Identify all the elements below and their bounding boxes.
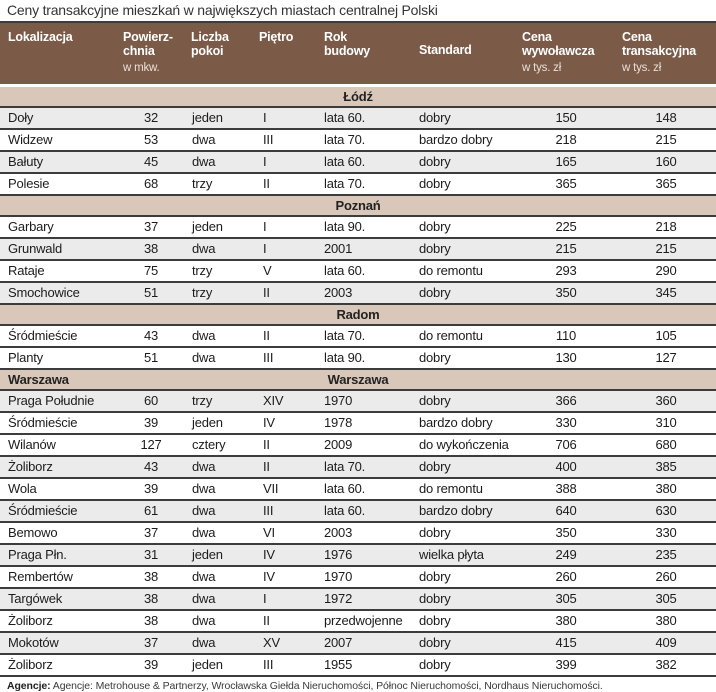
cell-cena_wywolawcza: 399 bbox=[516, 654, 616, 676]
cell-cena_transakcyjna: 360 bbox=[616, 390, 716, 412]
column-header-pokoje bbox=[185, 22, 253, 86]
cell-rok: lata 60. bbox=[318, 500, 413, 522]
cell-lokalizacja: Wilanów bbox=[0, 434, 117, 456]
cell-cena_wywolawcza: 260 bbox=[516, 566, 616, 588]
column-header-standard bbox=[413, 22, 516, 86]
cell-rok: 2001 bbox=[318, 238, 413, 260]
cell-lokalizacja: Mokotów bbox=[0, 632, 117, 654]
column-header-rok bbox=[318, 22, 413, 86]
cell-pokoje: dwa bbox=[185, 151, 253, 173]
cell-lokalizacja: Żoliborz bbox=[0, 456, 117, 478]
cell-cena_wywolawcza: 293 bbox=[516, 260, 616, 282]
table-row bbox=[0, 478, 716, 500]
cell-rok: 1955 bbox=[318, 654, 413, 676]
table-row bbox=[0, 632, 716, 654]
cell-cena_transakcyjna: 380 bbox=[616, 478, 716, 500]
cell-cena_transakcyjna: 330 bbox=[616, 522, 716, 544]
cell-lokalizacja: Wola bbox=[0, 478, 117, 500]
cell-rok: lata 60. bbox=[318, 478, 413, 500]
table-row bbox=[0, 216, 716, 238]
cell-pietro: II bbox=[253, 434, 318, 456]
cell-lokalizacja: Planty bbox=[0, 347, 117, 369]
column-label: Standard bbox=[419, 43, 472, 57]
table-row bbox=[0, 412, 716, 434]
cell-lokalizacja: Żoliborz bbox=[0, 610, 117, 632]
cell-pietro: II bbox=[253, 456, 318, 478]
table-row bbox=[0, 566, 716, 588]
cell-powierzchnia: 68 bbox=[117, 173, 185, 195]
cell-pokoje: trzy bbox=[185, 260, 253, 282]
cell-standard: do remontu bbox=[413, 478, 516, 500]
cell-cena_transakcyjna: 365 bbox=[616, 173, 716, 195]
cell-cena_wywolawcza: 215 bbox=[516, 238, 616, 260]
cell-cena_transakcyjna: 215 bbox=[616, 129, 716, 151]
cell-rok: 1970 bbox=[318, 390, 413, 412]
apartments-table bbox=[0, 21, 716, 677]
cell-pokoje: cztery bbox=[185, 434, 253, 456]
cell-pietro: II bbox=[253, 173, 318, 195]
cell-cena_transakcyjna: 235 bbox=[616, 544, 716, 566]
cell-pietro: I bbox=[253, 151, 318, 173]
cell-pokoje: dwa bbox=[185, 522, 253, 544]
cell-standard: wielka płyta bbox=[413, 544, 516, 566]
cell-lokalizacja: Doły bbox=[0, 107, 117, 129]
section-row-3 bbox=[0, 304, 716, 325]
cell-powierzchnia: 53 bbox=[117, 129, 185, 151]
cell-powierzchnia: 37 bbox=[117, 216, 185, 238]
column-label: Liczba pokoi bbox=[191, 30, 229, 58]
column-label: Piętro bbox=[259, 30, 294, 44]
cell-lokalizacja: Widzew bbox=[0, 129, 117, 151]
cell-standard: dobry bbox=[413, 216, 516, 238]
cell-cena_wywolawcza: 400 bbox=[516, 456, 616, 478]
cell-pokoje: dwa bbox=[185, 129, 253, 151]
cell-cena_transakcyjna: 680 bbox=[616, 434, 716, 456]
cell-pietro: III bbox=[253, 129, 318, 151]
section-name: Warszawa bbox=[327, 372, 389, 387]
cell-pietro: VII bbox=[253, 478, 318, 500]
cell-standard: dobry bbox=[413, 151, 516, 173]
cell-standard: dobry bbox=[413, 522, 516, 544]
cell-cena_transakcyjna: 105 bbox=[616, 325, 716, 347]
cell-pietro: IV bbox=[253, 412, 318, 434]
cell-cena_transakcyjna: 160 bbox=[616, 151, 716, 173]
cell-pokoje: dwa bbox=[185, 632, 253, 654]
cell-powierzchnia: 43 bbox=[117, 325, 185, 347]
table-row bbox=[0, 522, 716, 544]
cell-pietro: V bbox=[253, 260, 318, 282]
cell-pokoje: jeden bbox=[185, 412, 253, 434]
cell-pietro: I bbox=[253, 107, 318, 129]
table-row bbox=[0, 610, 716, 632]
cell-powierzchnia: 51 bbox=[117, 347, 185, 369]
cell-cena_wywolawcza: 640 bbox=[516, 500, 616, 522]
table-row bbox=[0, 238, 716, 260]
cell-standard: dobry bbox=[413, 390, 516, 412]
cell-cena_transakcyjna: 385 bbox=[616, 456, 716, 478]
table-row bbox=[0, 173, 716, 195]
cell-rok: przedwojenne bbox=[318, 610, 413, 632]
table-row bbox=[0, 282, 716, 304]
cell-standard: dobry bbox=[413, 654, 516, 676]
column-header-lokalizacja bbox=[0, 22, 117, 86]
cell-pokoje: trzy bbox=[185, 282, 253, 304]
cell-standard: do remontu bbox=[413, 260, 516, 282]
cell-pietro: I bbox=[253, 216, 318, 238]
cell-rok: 1976 bbox=[318, 544, 413, 566]
cell-pietro: IV bbox=[253, 566, 318, 588]
cell-pokoje: dwa bbox=[185, 456, 253, 478]
cell-pokoje: dwa bbox=[185, 238, 253, 260]
cell-rok: lata 60. bbox=[318, 107, 413, 129]
cell-powierzchnia: 127 bbox=[117, 434, 185, 456]
cell-lokalizacja: Praga Płn. bbox=[0, 544, 117, 566]
cell-pokoje: dwa bbox=[185, 325, 253, 347]
cell-lokalizacja: Praga Południe bbox=[0, 390, 117, 412]
cell-pietro: VI bbox=[253, 522, 318, 544]
cell-rok: 1978 bbox=[318, 412, 413, 434]
cell-standard: bardzo dobry bbox=[413, 412, 516, 434]
table-row bbox=[0, 129, 716, 151]
cell-pietro: XIV bbox=[253, 390, 318, 412]
cell-lokalizacja: Żoliborz bbox=[0, 654, 117, 676]
cell-cena_transakcyjna: 290 bbox=[616, 260, 716, 282]
cell-pietro: III bbox=[253, 347, 318, 369]
table-row bbox=[0, 390, 716, 412]
cell-lokalizacja: Garbary bbox=[0, 216, 117, 238]
cell-powierzchnia: 60 bbox=[117, 390, 185, 412]
table-row bbox=[0, 260, 716, 282]
cell-rok: lata 60. bbox=[318, 151, 413, 173]
cell-pokoje: dwa bbox=[185, 566, 253, 588]
cell-cena_transakcyjna: 148 bbox=[616, 107, 716, 129]
source-note bbox=[0, 677, 716, 692]
table-row bbox=[0, 544, 716, 566]
cell-rok: 1970 bbox=[318, 566, 413, 588]
cell-cena_wywolawcza: 305 bbox=[516, 588, 616, 610]
cell-rok: 2007 bbox=[318, 632, 413, 654]
cell-powierzchnia: 38 bbox=[117, 566, 185, 588]
cell-standard: dobry bbox=[413, 347, 516, 369]
cell-lokalizacja: Smochowice bbox=[0, 282, 117, 304]
cell-powierzchnia: 43 bbox=[117, 456, 185, 478]
cell-pokoje: jeden bbox=[185, 216, 253, 238]
cell-lokalizacja: Rembertów bbox=[0, 566, 117, 588]
cell-cena_wywolawcza: 365 bbox=[516, 173, 616, 195]
cell-rok: 2003 bbox=[318, 282, 413, 304]
column-header-powierzchnia bbox=[117, 22, 185, 86]
cell-powierzchnia: 39 bbox=[117, 412, 185, 434]
cell-standard: do wykończenia bbox=[413, 434, 516, 456]
cell-cena_wywolawcza: 150 bbox=[516, 107, 616, 129]
column-sublabel: w tys. zł bbox=[522, 62, 562, 74]
cell-lokalizacja: Śródmieście bbox=[0, 325, 117, 347]
section-row-1 bbox=[0, 86, 716, 108]
cell-rok: lata 70. bbox=[318, 456, 413, 478]
cell-lokalizacja: Grunwald bbox=[0, 238, 117, 260]
section-header bbox=[0, 369, 716, 390]
table-row bbox=[0, 654, 716, 676]
source-label: Agencje: bbox=[7, 680, 51, 692]
cell-cena_transakcyjna: 382 bbox=[616, 654, 716, 676]
cell-pietro: IV bbox=[253, 544, 318, 566]
column-header-pietro bbox=[253, 22, 318, 86]
cell-standard: bardzo dobry bbox=[413, 500, 516, 522]
cell-lokalizacja: Bałuty bbox=[0, 151, 117, 173]
cell-pietro: II bbox=[253, 282, 318, 304]
table-row bbox=[0, 456, 716, 478]
cell-cena_transakcyjna: 218 bbox=[616, 216, 716, 238]
cell-pokoje: dwa bbox=[185, 347, 253, 369]
cell-pokoje: dwa bbox=[185, 500, 253, 522]
cell-powierzchnia: 61 bbox=[117, 500, 185, 522]
column-label: Cena wywoławcza bbox=[522, 30, 595, 58]
cell-cena_transakcyjna: 260 bbox=[616, 566, 716, 588]
cell-standard: bardzo dobry bbox=[413, 129, 516, 151]
table-row bbox=[0, 500, 716, 522]
table-row bbox=[0, 325, 716, 347]
cell-powierzchnia: 37 bbox=[117, 522, 185, 544]
cell-lokalizacja: Polesie bbox=[0, 173, 117, 195]
cell-pietro: XV bbox=[253, 632, 318, 654]
cell-powierzchnia: 38 bbox=[117, 588, 185, 610]
cell-pokoje: jeden bbox=[185, 654, 253, 676]
section-name: Łódź bbox=[343, 89, 373, 104]
cell-pokoje: trzy bbox=[185, 390, 253, 412]
cell-rok: 2009 bbox=[318, 434, 413, 456]
source-text: Agencje: Metrohouse & Partnerzy, Wrocławska Giełda Nieruchomości, Północ Nieruchomości, Nordhaus Nieruchomości. bbox=[50, 680, 603, 692]
cell-cena_wywolawcza: 330 bbox=[516, 412, 616, 434]
cell-powierzchnia: 75 bbox=[117, 260, 185, 282]
cell-cena_transakcyjna: 215 bbox=[616, 238, 716, 260]
column-sublabel: w mkw. bbox=[123, 62, 160, 74]
cell-cena_wywolawcza: 350 bbox=[516, 282, 616, 304]
section-row-2 bbox=[0, 195, 716, 216]
cell-cena_wywolawcza: 706 bbox=[516, 434, 616, 456]
column-header-cena_wywolawcza bbox=[516, 22, 616, 86]
cell-pietro: I bbox=[253, 238, 318, 260]
cell-pokoje: dwa bbox=[185, 610, 253, 632]
cell-lokalizacja: Targówek bbox=[0, 588, 117, 610]
cell-pokoje: dwa bbox=[185, 478, 253, 500]
cell-lokalizacja: Śródmieście bbox=[0, 412, 117, 434]
cell-lokalizacja: Bemowo bbox=[0, 522, 117, 544]
cell-cena_transakcyjna: 310 bbox=[616, 412, 716, 434]
section-header bbox=[0, 304, 716, 325]
cell-pokoje: dwa bbox=[185, 588, 253, 610]
table-row bbox=[0, 151, 716, 173]
cell-rok: 2003 bbox=[318, 522, 413, 544]
cell-standard: dobry bbox=[413, 566, 516, 588]
cell-lokalizacja: Śródmieście bbox=[0, 500, 117, 522]
column-header-cena_transakcyjna bbox=[616, 22, 716, 86]
cell-powierzchnia: 51 bbox=[117, 282, 185, 304]
cell-lokalizacja: Rataje bbox=[0, 260, 117, 282]
cell-pietro: III bbox=[253, 500, 318, 522]
section-row-4 bbox=[0, 369, 716, 390]
cell-rok: lata 60. bbox=[318, 260, 413, 282]
section-header bbox=[0, 86, 716, 108]
cell-standard: dobry bbox=[413, 173, 516, 195]
cell-standard: dobry bbox=[413, 107, 516, 129]
cell-cena_transakcyjna: 630 bbox=[616, 500, 716, 522]
header-row bbox=[0, 22, 716, 86]
column-label: Lokalizacja bbox=[8, 30, 73, 44]
cell-cena_transakcyjna: 380 bbox=[616, 610, 716, 632]
cell-powierzchnia: 39 bbox=[117, 654, 185, 676]
cell-cena_transakcyjna: 305 bbox=[616, 588, 716, 610]
section-header bbox=[0, 195, 716, 216]
cell-standard: do remontu bbox=[413, 325, 516, 347]
table-row bbox=[0, 347, 716, 369]
cell-cena_wywolawcza: 415 bbox=[516, 632, 616, 654]
cell-powierzchnia: 31 bbox=[117, 544, 185, 566]
cell-pietro: II bbox=[253, 325, 318, 347]
cell-standard: dobry bbox=[413, 238, 516, 260]
table-row bbox=[0, 434, 716, 456]
section-name: Radom bbox=[336, 307, 380, 322]
cell-cena_wywolawcza: 350 bbox=[516, 522, 616, 544]
table-title: Ceny transakcyjne mieszkań w największych miastach centralnej Polski bbox=[7, 2, 438, 18]
cell-cena_wywolawcza: 388 bbox=[516, 478, 616, 500]
cell-cena_wywolawcza: 165 bbox=[516, 151, 616, 173]
cell-powierzchnia: 39 bbox=[117, 478, 185, 500]
cell-powierzchnia: 37 bbox=[117, 632, 185, 654]
table-header bbox=[0, 22, 716, 86]
cell-cena_transakcyjna: 345 bbox=[616, 282, 716, 304]
cell-pietro: III bbox=[253, 654, 318, 676]
cell-cena_wywolawcza: 130 bbox=[516, 347, 616, 369]
cell-powierzchnia: 38 bbox=[117, 610, 185, 632]
cell-cena_wywolawcza: 218 bbox=[516, 129, 616, 151]
column-label: Cena transakcyjna bbox=[622, 30, 697, 58]
column-label: Powierz- chnia bbox=[123, 30, 173, 58]
cell-standard: dobry bbox=[413, 282, 516, 304]
cell-rok: lata 90. bbox=[318, 216, 413, 238]
table-body bbox=[0, 86, 716, 677]
cell-standard: dobry bbox=[413, 610, 516, 632]
cell-pietro: I bbox=[253, 588, 318, 610]
cell-standard: dobry bbox=[413, 456, 516, 478]
table-row bbox=[0, 588, 716, 610]
cell-cena_wywolawcza: 366 bbox=[516, 390, 616, 412]
cell-pokoje: jeden bbox=[185, 544, 253, 566]
cell-cena_wywolawcza: 380 bbox=[516, 610, 616, 632]
cell-pokoje: jeden bbox=[185, 107, 253, 129]
cell-rok: lata 90. bbox=[318, 347, 413, 369]
cell-powierzchnia: 32 bbox=[117, 107, 185, 129]
cell-powierzchnia: 45 bbox=[117, 151, 185, 173]
cell-cena_wywolawcza: 249 bbox=[516, 544, 616, 566]
section-name: Poznań bbox=[335, 198, 381, 213]
cell-rok: lata 70. bbox=[318, 173, 413, 195]
cell-pietro: II bbox=[253, 610, 318, 632]
cell-powierzchnia: 38 bbox=[117, 238, 185, 260]
section-left-label: Warszawa bbox=[8, 372, 69, 387]
cell-rok: 1972 bbox=[318, 588, 413, 610]
cell-rok: lata 70. bbox=[318, 129, 413, 151]
cell-cena_wywolawcza: 110 bbox=[516, 325, 616, 347]
cell-standard: dobry bbox=[413, 588, 516, 610]
column-label: Rok budowy bbox=[324, 30, 371, 58]
cell-cena_wywolawcza: 225 bbox=[516, 216, 616, 238]
cell-pokoje: trzy bbox=[185, 173, 253, 195]
cell-cena_transakcyjna: 127 bbox=[616, 347, 716, 369]
cell-cena_transakcyjna: 409 bbox=[616, 632, 716, 654]
table-row bbox=[0, 107, 716, 129]
cell-standard: dobry bbox=[413, 632, 516, 654]
column-sublabel: w tys. zł bbox=[622, 62, 662, 74]
cell-rok: lata 70. bbox=[318, 325, 413, 347]
